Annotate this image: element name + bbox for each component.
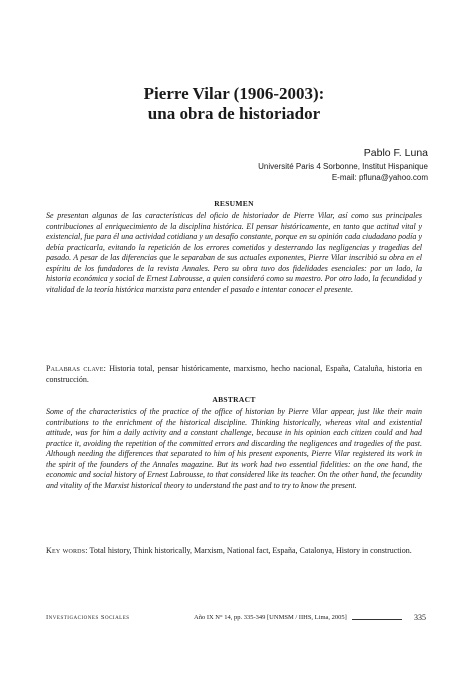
palabras-clave-label: Palabras clave: xyxy=(46,364,107,373)
author-email: E-mail: pfluna@yahoo.com xyxy=(331,173,428,182)
abstract-text: Some of the characteristics of the practice of the office of historian by Pierre Vilar appear, just like their main contributions to the enrichment of the historical discipline. Thinking historically, whereas vital and existential attitude, was for him a daily activity and a constant challenge, because in his opinion each citizen could and had practice it, avoiding the repetition of the committed errors and discarding the negligences and tragedies of the past. Although needing the differences that separated to him of his present exponents, Pierre Vilar registered its work in the spirit of the founders of the Annales magazine. But its work had two essential fidelities: on the one hand, the economic and social history of Ernest Labrousse, to that considered like its teacher. On the other hand, the fecundity and vitality of the Marxist historical theory to understand the past and to try to know the present. xyxy=(46,407,422,490)
footer-journal: Investigaciones Sociales xyxy=(46,614,130,621)
page-number: 335 xyxy=(414,613,426,622)
key-words-label: Key words: xyxy=(46,546,88,555)
footer-rule xyxy=(352,619,402,620)
title-line-2: una obra de historiador xyxy=(147,104,321,123)
abstract-heading: ABSTRACT xyxy=(212,395,256,404)
author-affiliation: Université Paris 4 Sorbonne, Institut Hispanique xyxy=(258,162,428,171)
author-name: Pablo F. Luna xyxy=(363,147,428,159)
resumen-heading: RESUMEN xyxy=(214,199,254,208)
page-footer xyxy=(46,612,426,624)
footer-citation: Año IX N° 14, pp. 335-349 [UNMSM / IIHS, Lima, 2005] xyxy=(194,614,347,621)
title-line-1: Pierre Vilar (1906-2003): xyxy=(143,84,325,103)
palabras-clave-text: Historia total, pensar históricamente, marxismo, hecho nacional, España, Cataluña, historia en construcción. xyxy=(46,364,422,384)
key-words-text: Total history, Think historically, Marxism, National fact, España, Catalonya, History in construction. xyxy=(89,546,412,555)
resumen-text: Se presentan algunas de las características del oficio de historiador de Pierre Vilar, así como sus principales contribuciones al enriquecimiento de la disciplina histórica. El pensar históricamente, en tanto que actitud vital y existencial, fue para él una actividad cotidiana y un desafío constante, porque en su opinión cada ciudadano podía y debía practicarla, evitando la repetición de los errores cometidos y desterrando las negligencias y tragedias del pasado. A pesar de las diferencias que le separaban de sus actuales exponentes, Pierre Vilar inscribió su obra en el espíritu de los fundadores de la revista Annales. Pero su obra tuvo dos fidelidades esenciales: por un lado, la historia económica y social de Ernest Labrousse, a quien consideró como su maestro. Por otro lado, la fecundidad y vitalidad de la teoría histórica marxista para entender el pasado e intentar conocer el presente. xyxy=(46,211,422,294)
palabras-clave xyxy=(46,364,422,385)
author-block xyxy=(258,146,428,183)
article-title xyxy=(0,84,468,124)
key-words xyxy=(46,546,422,557)
